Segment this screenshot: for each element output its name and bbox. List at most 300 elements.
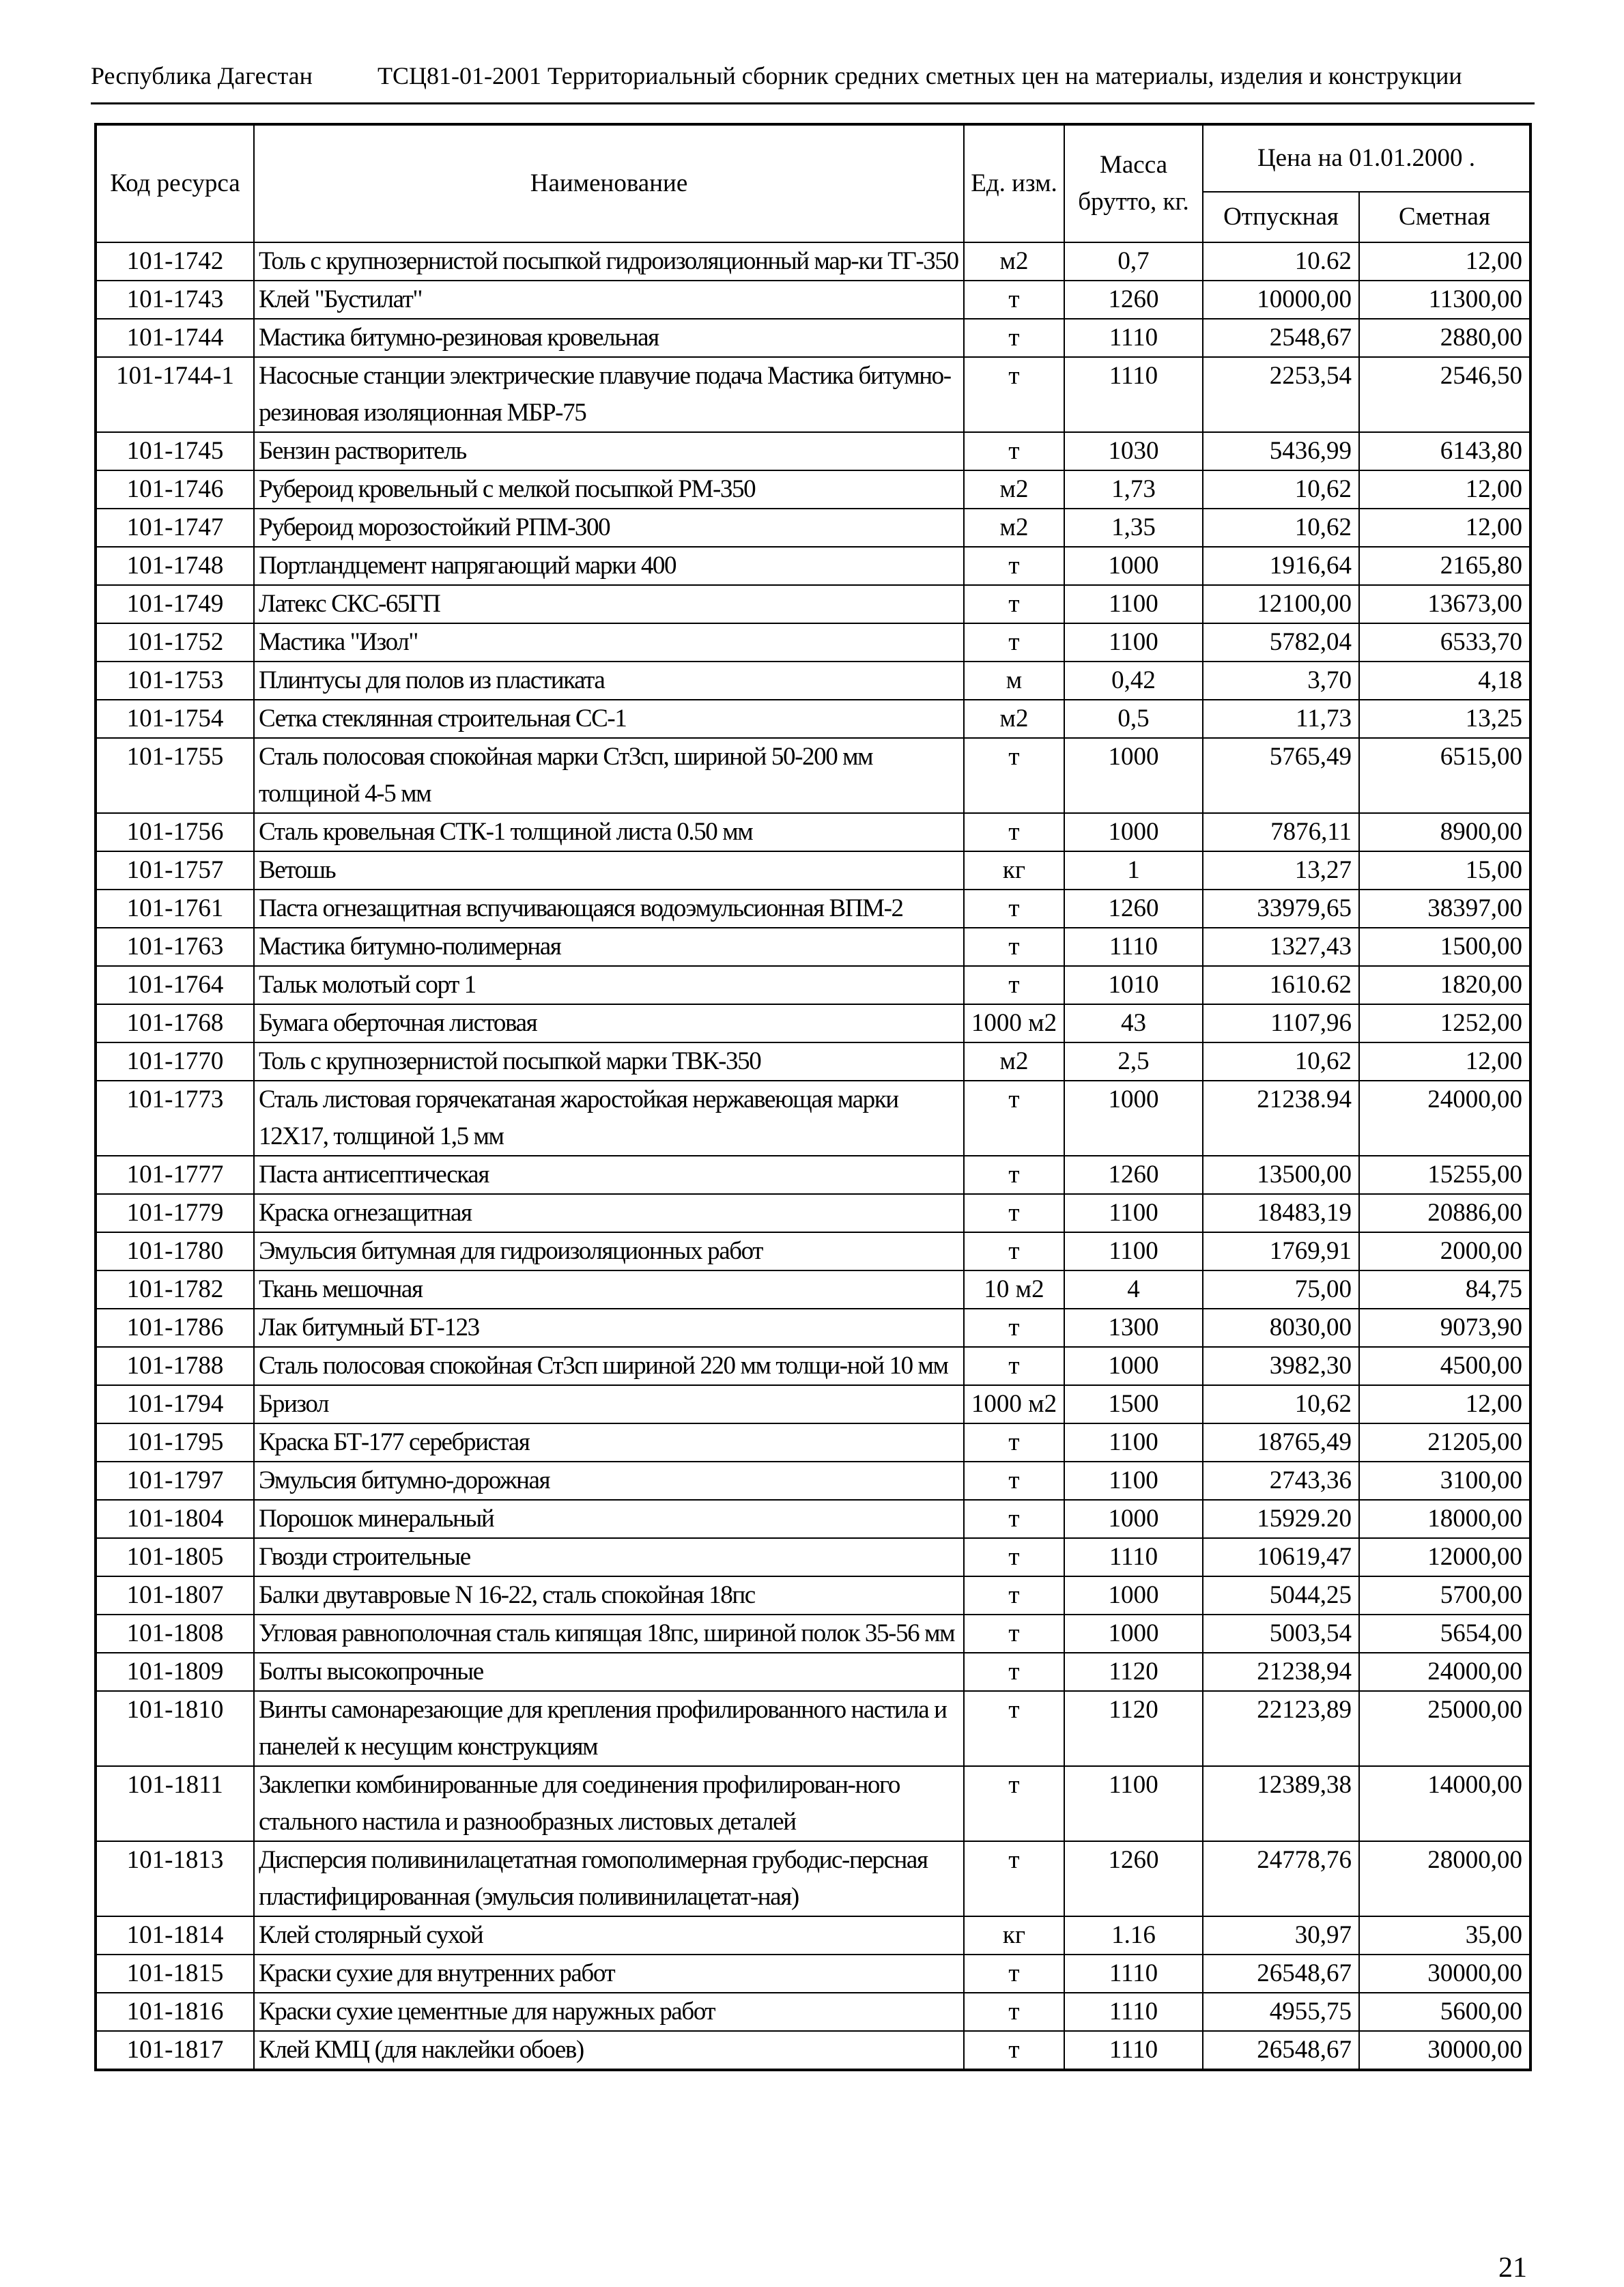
row-price-release: 11,73	[1203, 700, 1359, 738]
row-code: 101-1754	[96, 700, 254, 738]
row-price-estimate: 12,00	[1359, 1385, 1530, 1423]
row-price-estimate: 15255,00	[1359, 1156, 1530, 1194]
row-name: Толь с крупнозернистой посыпкой гидроизоляционный мар-ки ТГ-350	[254, 242, 964, 281]
row-price-estimate: 12,00	[1359, 1042, 1530, 1081]
table-row	[96, 1347, 1530, 1385]
row-price-release: 15929.20	[1203, 1500, 1359, 1538]
row-price-estimate: 6515,00	[1359, 738, 1530, 813]
row-price-estimate: 14000,00	[1359, 1766, 1530, 1841]
row-price-estimate: 12000,00	[1359, 1538, 1530, 1576]
row-name: Болты высокопрочные	[254, 1653, 964, 1691]
row-mass: 1.16	[1064, 1916, 1203, 1955]
row-mass: 1000	[1064, 1576, 1203, 1615]
table-row	[96, 1576, 1530, 1615]
row-code: 101-1747	[96, 509, 254, 547]
row-price-release: 21238.94	[1203, 1081, 1359, 1156]
row-price-estimate: 3100,00	[1359, 1462, 1530, 1500]
row-mass: 1,35	[1064, 509, 1203, 547]
row-name: Балки двутавровые N 16-22, сталь спокойная 18пс	[254, 1576, 964, 1615]
row-code: 101-1816	[96, 1993, 254, 2031]
table-row	[96, 1916, 1530, 1955]
row-price-estimate: 9073,90	[1359, 1309, 1530, 1347]
row-name: Рубероид морозостойкий РПМ-300	[254, 509, 964, 547]
row-mass: 1100	[1064, 1462, 1203, 1500]
row-price-estimate: 13,25	[1359, 700, 1530, 738]
row-unit: т	[964, 623, 1064, 662]
row-code: 101-1788	[96, 1347, 254, 1385]
row-price-release: 13,27	[1203, 851, 1359, 890]
row-code: 101-1814	[96, 1916, 254, 1955]
row-price-estimate: 21205,00	[1359, 1423, 1530, 1462]
row-code: 101-1755	[96, 738, 254, 813]
table-row	[96, 623, 1530, 662]
table-row	[96, 1691, 1530, 1766]
header-divider	[91, 102, 1535, 104]
table-row	[96, 2031, 1530, 2070]
row-price-release: 22123,89	[1203, 1691, 1359, 1766]
table-row	[96, 357, 1530, 432]
row-price-release: 10000,00	[1203, 281, 1359, 319]
row-code: 101-1743	[96, 281, 254, 319]
row-name: Бумага оберточная листовая	[254, 1004, 964, 1042]
row-code: 101-1749	[96, 585, 254, 623]
row-mass: 1260	[1064, 890, 1203, 928]
table-row	[96, 1423, 1530, 1462]
row-price-estimate: 12,00	[1359, 509, 1530, 547]
row-name: Рубероид кровельный с мелкой посыпкой РМ-350	[254, 470, 964, 509]
row-price-release: 12389,38	[1203, 1766, 1359, 1841]
column-header-price-release: Отпускная	[1203, 192, 1359, 242]
table-row	[96, 1841, 1530, 1916]
row-mass: 1300	[1064, 1309, 1203, 1347]
row-price-release: 33979,65	[1203, 890, 1359, 928]
row-unit: т	[964, 738, 1064, 813]
row-code: 101-1809	[96, 1653, 254, 1691]
row-unit: т	[964, 1081, 1064, 1156]
row-mass: 1000	[1064, 813, 1203, 851]
row-price-estimate: 38397,00	[1359, 890, 1530, 928]
row-unit: т	[964, 890, 1064, 928]
row-name: Плинтусы для полов из пластиката	[254, 662, 964, 700]
row-price-release: 10,62	[1203, 1042, 1359, 1081]
row-price-release: 5436,99	[1203, 432, 1359, 470]
row-name: Лак битумный БТ-123	[254, 1309, 964, 1347]
row-price-estimate: 2546,50	[1359, 357, 1530, 432]
row-price-release: 5782,04	[1203, 623, 1359, 662]
row-price-release: 1107,96	[1203, 1004, 1359, 1042]
row-price-release: 7876,11	[1203, 813, 1359, 851]
row-code: 101-1782	[96, 1270, 254, 1309]
row-unit: т	[964, 1576, 1064, 1615]
row-unit: т	[964, 2031, 1064, 2070]
row-name: Мастика "Изол"	[254, 623, 964, 662]
row-price-release: 2548,67	[1203, 319, 1359, 357]
row-unit: т	[964, 1309, 1064, 1347]
row-code: 101-1768	[96, 1004, 254, 1042]
row-price-estimate: 2880,00	[1359, 319, 1530, 357]
row-price-estimate: 12,00	[1359, 242, 1530, 281]
row-name: Толь с крупнозернистой посыпкой марки ТВК-350	[254, 1042, 964, 1081]
row-price-release: 5765,49	[1203, 738, 1359, 813]
table-row	[96, 738, 1530, 813]
table-row	[96, 1309, 1530, 1347]
row-mass: 1110	[1064, 319, 1203, 357]
table-row	[96, 319, 1530, 357]
row-price-release: 12100,00	[1203, 585, 1359, 623]
table-row	[96, 700, 1530, 738]
row-name: Клей КМЦ (для наклейки обоев)	[254, 2031, 964, 2070]
price-table	[94, 123, 1532, 2071]
row-price-release: 18483,19	[1203, 1194, 1359, 1232]
row-price-estimate: 20886,00	[1359, 1194, 1530, 1232]
row-code: 101-1807	[96, 1576, 254, 1615]
row-price-estimate: 4500,00	[1359, 1347, 1530, 1385]
row-mass: 1120	[1064, 1691, 1203, 1766]
row-code: 101-1746	[96, 470, 254, 509]
table-row	[96, 1538, 1530, 1576]
column-header-mass: Масса брутто, кг.	[1064, 124, 1203, 242]
row-code: 101-1795	[96, 1423, 254, 1462]
row-unit: т	[964, 966, 1064, 1004]
row-name: Мастика битумно-полимерная	[254, 928, 964, 966]
row-unit: т	[964, 1347, 1064, 1385]
row-unit: т	[964, 813, 1064, 851]
row-name: Бризол	[254, 1385, 964, 1423]
row-code: 101-1748	[96, 547, 254, 585]
row-price-estimate: 5654,00	[1359, 1615, 1530, 1653]
table-row	[96, 1270, 1530, 1309]
table-row	[96, 470, 1530, 509]
row-unit: т	[964, 1462, 1064, 1500]
row-code: 101-1753	[96, 662, 254, 700]
table-row	[96, 1194, 1530, 1232]
row-code: 101-1794	[96, 1385, 254, 1423]
row-unit: т	[964, 357, 1064, 432]
table-row	[96, 890, 1530, 928]
table-row	[96, 1042, 1530, 1081]
row-unit: м2	[964, 1042, 1064, 1081]
row-price-estimate: 2000,00	[1359, 1232, 1530, 1270]
table-row	[96, 1766, 1530, 1841]
row-price-estimate: 13673,00	[1359, 585, 1530, 623]
row-code: 101-1773	[96, 1081, 254, 1156]
row-mass: 1000	[1064, 738, 1203, 813]
row-code: 101-1813	[96, 1841, 254, 1916]
row-mass: 1100	[1064, 623, 1203, 662]
row-price-estimate: 15,00	[1359, 851, 1530, 890]
table-row	[96, 509, 1530, 547]
row-mass: 1110	[1064, 1538, 1203, 1576]
row-name: Тальк молотый сорт 1	[254, 966, 964, 1004]
row-price-estimate: 18000,00	[1359, 1500, 1530, 1538]
row-unit: м2	[964, 242, 1064, 281]
row-code: 101-1761	[96, 890, 254, 928]
table-row	[96, 1993, 1530, 2031]
row-code: 101-1744	[96, 319, 254, 357]
row-name: Гвозди строительные	[254, 1538, 964, 1576]
row-price-release: 1610.62	[1203, 966, 1359, 1004]
row-price-estimate: 4,18	[1359, 662, 1530, 700]
row-name: Краски сухие для внутренних работ	[254, 1955, 964, 1993]
row-name: Сталь полосовая спокойная Ст3сп шириной 220 мм толщи-ной 10 мм	[254, 1347, 964, 1385]
row-name: Порошок минеральный	[254, 1500, 964, 1538]
column-header-unit: Ед. изм.	[964, 124, 1064, 242]
table-row	[96, 1385, 1530, 1423]
table-row	[96, 813, 1530, 851]
row-price-release: 30,97	[1203, 1916, 1359, 1955]
row-unit: 1000 м2	[964, 1385, 1064, 1423]
row-mass: 43	[1064, 1004, 1203, 1042]
row-price-release: 13500,00	[1203, 1156, 1359, 1194]
row-code: 101-1763	[96, 928, 254, 966]
row-unit: т	[964, 319, 1064, 357]
row-unit: м2	[964, 509, 1064, 547]
row-price-estimate: 84,75	[1359, 1270, 1530, 1309]
table-row	[96, 1081, 1530, 1156]
row-mass: 4	[1064, 1270, 1203, 1309]
row-mass: 1110	[1064, 1993, 1203, 2031]
row-mass: 1	[1064, 851, 1203, 890]
row-price-estimate: 6143,80	[1359, 432, 1530, 470]
row-mass: 1000	[1064, 1615, 1203, 1653]
row-mass: 1030	[1064, 432, 1203, 470]
row-mass: 1000	[1064, 1081, 1203, 1156]
row-code: 101-1797	[96, 1462, 254, 1500]
row-mass: 1260	[1064, 1156, 1203, 1194]
table-row	[96, 1955, 1530, 1993]
row-price-release: 4955,75	[1203, 1993, 1359, 2031]
row-mass: 0,7	[1064, 242, 1203, 281]
row-code: 101-1757	[96, 851, 254, 890]
header-region: Республика Дагестан	[91, 62, 313, 89]
row-code: 101-1815	[96, 1955, 254, 1993]
row-code: 101-1742	[96, 242, 254, 281]
row-name: Сетка стеклянная строительная СС-1	[254, 700, 964, 738]
row-price-release: 1769,91	[1203, 1232, 1359, 1270]
row-price-estimate: 1820,00	[1359, 966, 1530, 1004]
row-price-release: 3982,30	[1203, 1347, 1359, 1385]
page-number: 21	[1498, 2252, 1527, 2284]
table-body	[96, 242, 1530, 2070]
row-unit: м	[964, 662, 1064, 700]
row-unit: т	[964, 1423, 1064, 1462]
row-price-estimate: 30000,00	[1359, 2031, 1530, 2070]
row-unit: м2	[964, 470, 1064, 509]
row-unit: т	[964, 1691, 1064, 1766]
row-name: Краска огнезащитная	[254, 1194, 964, 1232]
row-code: 101-1805	[96, 1538, 254, 1576]
row-unit: кг	[964, 851, 1064, 890]
row-mass: 0,42	[1064, 662, 1203, 700]
table-row	[96, 242, 1530, 281]
row-name: Краска БТ-177 серебристая	[254, 1423, 964, 1462]
table-row	[96, 1615, 1530, 1653]
row-price-estimate: 5700,00	[1359, 1576, 1530, 1615]
row-mass: 1110	[1064, 357, 1203, 432]
row-name: Сталь кровельная СТК-1 толщиной листа 0.50 мм	[254, 813, 964, 851]
table-row	[96, 1653, 1530, 1691]
row-unit: т	[964, 1538, 1064, 1576]
row-price-estimate: 5600,00	[1359, 1993, 1530, 2031]
row-mass: 1100	[1064, 1194, 1203, 1232]
row-mass: 1000	[1064, 1347, 1203, 1385]
row-mass: 1100	[1064, 1766, 1203, 1841]
row-mass: 1110	[1064, 1955, 1203, 1993]
table-row	[96, 928, 1530, 966]
row-unit: т	[964, 1766, 1064, 1841]
row-unit: т	[964, 1615, 1064, 1653]
row-price-estimate: 24000,00	[1359, 1653, 1530, 1691]
row-name: Портландцемент напрягающий марки 400	[254, 547, 964, 585]
row-code: 101-1744-1	[96, 357, 254, 432]
row-unit: т	[964, 547, 1064, 585]
row-name: Винты самонарезающие для крепления профилированного настила и панелей к несущим конструкциям	[254, 1691, 964, 1766]
row-price-estimate: 6533,70	[1359, 623, 1530, 662]
row-mass: 1120	[1064, 1653, 1203, 1691]
row-name: Латекс СКС-65ГП	[254, 585, 964, 623]
row-name: Клей "Бустилат"	[254, 281, 964, 319]
row-price-release: 18765,49	[1203, 1423, 1359, 1462]
table-row	[96, 851, 1530, 890]
row-mass: 1110	[1064, 928, 1203, 966]
row-mass: 2,5	[1064, 1042, 1203, 1081]
row-mass: 1100	[1064, 585, 1203, 623]
row-price-release: 75,00	[1203, 1270, 1359, 1309]
row-name: Ткань мешочная	[254, 1270, 964, 1309]
row-unit: 10 м2	[964, 1270, 1064, 1309]
row-mass: 1260	[1064, 1841, 1203, 1916]
row-name: Сталь полосовая спокойная марки Ст3сп, шириной 50-200 мм толщиной 4-5 мм	[254, 738, 964, 813]
row-unit: т	[964, 585, 1064, 623]
row-code: 101-1780	[96, 1232, 254, 1270]
row-price-release: 10,62	[1203, 509, 1359, 547]
column-header-price-estimate: Сметная	[1359, 192, 1530, 242]
row-mass: 1000	[1064, 1500, 1203, 1538]
row-name: Эмульсия битумная для гидроизоляционных работ	[254, 1232, 964, 1270]
row-price-estimate: 12,00	[1359, 470, 1530, 509]
row-unit: 1000 м2	[964, 1004, 1064, 1042]
row-name: Бензин растворитель	[254, 432, 964, 470]
table-row	[96, 966, 1530, 1004]
row-price-estimate: 30000,00	[1359, 1955, 1530, 1993]
row-price-estimate: 1500,00	[1359, 928, 1530, 966]
row-code: 101-1770	[96, 1042, 254, 1081]
row-unit: т	[964, 1156, 1064, 1194]
row-price-estimate: 28000,00	[1359, 1841, 1530, 1916]
column-header-price-group: Цена на 01.01.2000 .	[1203, 124, 1530, 192]
row-mass: 1500	[1064, 1385, 1203, 1423]
row-mass: 1010	[1064, 966, 1203, 1004]
row-price-estimate: 8900,00	[1359, 813, 1530, 851]
row-name: Угловая равнополочная сталь кипящая 18пс, шириной полок 35-56 мм	[254, 1615, 964, 1653]
row-unit: т	[964, 1232, 1064, 1270]
row-unit: т	[964, 1500, 1064, 1538]
row-price-release: 26548,67	[1203, 1955, 1359, 1993]
row-name: Насосные станции электрические плавучие подача Мастика битумно-резиновая изоляционная МБР-75	[254, 357, 964, 432]
row-price-release: 10619,47	[1203, 1538, 1359, 1576]
row-unit: т	[964, 1955, 1064, 1993]
row-code: 101-1786	[96, 1309, 254, 1347]
table-row	[96, 547, 1530, 585]
table-row	[96, 585, 1530, 623]
row-price-release: 5044,25	[1203, 1576, 1359, 1615]
header-title: ТСЦ81-01-2001 Территориальный сборник средних сметных цен на материалы, изделия и конструкции	[377, 62, 1462, 89]
row-name: Паста огнезащитная вспучивающаяся водоэмульсионная ВПМ-2	[254, 890, 964, 928]
table-row	[96, 1500, 1530, 1538]
row-mass: 0,5	[1064, 700, 1203, 738]
row-unit: т	[964, 928, 1064, 966]
row-price-estimate: 24000,00	[1359, 1081, 1530, 1156]
table-row	[96, 1156, 1530, 1194]
row-code: 101-1810	[96, 1691, 254, 1766]
row-name: Сталь листовая горячекатаная жаростойкая нержавеющая марки 12Х17, толщиной 1,5 мм	[254, 1081, 964, 1156]
row-price-release: 8030,00	[1203, 1309, 1359, 1347]
row-mass: 1100	[1064, 1423, 1203, 1462]
row-price-release: 10,62	[1203, 1385, 1359, 1423]
row-code: 101-1779	[96, 1194, 254, 1232]
row-name: Заклепки комбинированные для соединения профилирован-ного стального настила и разнообразных листовых деталей	[254, 1766, 964, 1841]
row-unit: т	[964, 1841, 1064, 1916]
row-price-estimate: 2165,80	[1359, 547, 1530, 585]
row-name: Паста антисептическая	[254, 1156, 964, 1194]
row-price-release: 10,62	[1203, 470, 1359, 509]
row-code: 101-1817	[96, 2031, 254, 2070]
table-row	[96, 1004, 1530, 1042]
row-price-release: 24778,76	[1203, 1841, 1359, 1916]
row-mass: 1100	[1064, 1232, 1203, 1270]
row-price-release: 1327,43	[1203, 928, 1359, 966]
row-price-release: 21238,94	[1203, 1653, 1359, 1691]
row-name: Краски сухие цементные для наружных работ	[254, 1993, 964, 2031]
row-code: 101-1752	[96, 623, 254, 662]
column-header-code: Код ресурса	[96, 124, 254, 242]
row-code: 101-1811	[96, 1766, 254, 1841]
row-price-release: 2253,54	[1203, 357, 1359, 432]
row-unit: т	[964, 1194, 1064, 1232]
row-mass: 1110	[1064, 2031, 1203, 2070]
row-code: 101-1745	[96, 432, 254, 470]
row-price-release: 26548,67	[1203, 2031, 1359, 2070]
table-row	[96, 281, 1530, 319]
row-price-estimate: 25000,00	[1359, 1691, 1530, 1766]
column-header-name: Наименование	[254, 124, 964, 242]
row-mass: 1260	[1064, 281, 1203, 319]
row-unit: м2	[964, 700, 1064, 738]
row-name: Эмульсия битумно-дорожная	[254, 1462, 964, 1500]
row-code: 101-1804	[96, 1500, 254, 1538]
row-name: Клей столярный сухой	[254, 1916, 964, 1955]
row-code: 101-1764	[96, 966, 254, 1004]
row-unit: т	[964, 432, 1064, 470]
row-unit: т	[964, 281, 1064, 319]
table-row	[96, 662, 1530, 700]
row-unit: кг	[964, 1916, 1064, 1955]
row-price-estimate: 1252,00	[1359, 1004, 1530, 1042]
row-price-release: 1916,64	[1203, 547, 1359, 585]
row-price-release: 3,70	[1203, 662, 1359, 700]
row-price-release: 10.62	[1203, 242, 1359, 281]
table-row	[96, 1232, 1530, 1270]
row-price-estimate: 35,00	[1359, 1916, 1530, 1955]
row-name: Ветошь	[254, 851, 964, 890]
row-price-release: 2743,36	[1203, 1462, 1359, 1500]
row-mass: 1000	[1064, 547, 1203, 585]
row-code: 101-1808	[96, 1615, 254, 1653]
row-mass: 1,73	[1064, 470, 1203, 509]
row-price-release: 5003,54	[1203, 1615, 1359, 1653]
row-name: Мастика битумно-резиновая кровельная	[254, 319, 964, 357]
row-name: Дисперсия поливинилацетатная гомополимерная грубодис-персная пластифицированная (эмульсия поливинилацетат-ная)	[254, 1841, 964, 1916]
